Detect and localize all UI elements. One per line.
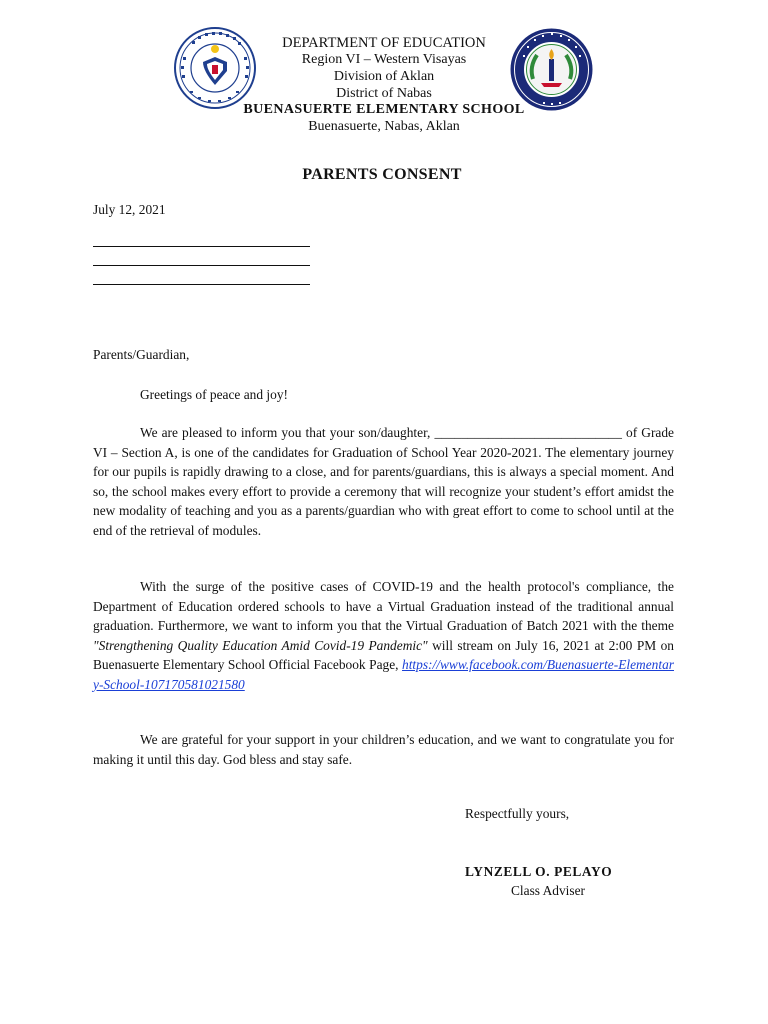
school-name: BUENASUERTE ELEMENTARY SCHOOL [243, 102, 525, 117]
paragraph-gratitude [93, 730, 674, 769]
student-name-blank: ____________________________ [434, 425, 622, 440]
recipient-line-2 [93, 265, 310, 266]
paragraph-virtual-graduation [93, 577, 674, 694]
paragraph2-text-b: will stream on July 16, 2021 at 2:00 PM on Buenasuerte Elementary School Official Facebook Page, [93, 637, 674, 672]
graduation-theme: "Strengthening Quality Education Amid Covid-19 Pandemic" [93, 637, 428, 653]
region-line: Region VI – Western Visayas [301, 52, 467, 67]
department-heading: DEPARTMENT OF EDUCATION [282, 35, 486, 51]
recipient-line-1 [93, 246, 310, 247]
closing: Respectfully yours, [465, 806, 570, 821]
district-line: District of Nabas [336, 86, 432, 101]
paragraph2-text-a: With the surge of the positive cases of COVID-19 and the health protocol's compliance, the Department of Education ordered schools to have a Virtual Graduation instead of the traditional annual graduation. Furthermore, we want to inform you that the Virtual Graduation of Batch 2021 with the theme [93, 579, 674, 633]
greeting: Greetings of peace and joy! [140, 387, 288, 402]
division-line: Division of Aklan [333, 69, 435, 84]
paragraph-graduation-candidate [93, 423, 674, 540]
school-address: Buenasuerte, Nabas, Aklan [308, 119, 460, 134]
paragraph3-text: We are grateful for your support in your children’s education, and we want to congratulate you for making it until this day. God bless and stay safe. [93, 732, 674, 767]
salutation: Parents/Guardian, [93, 347, 190, 362]
letter-date: July 12, 2021 [93, 202, 166, 217]
facebook-page-link[interactable]: https://www.facebook.com/Buenasuerte-Elementary-School-107170581021580 [93, 657, 674, 692]
paragraph1-rest: of Grade VI – Section A, is one of the candidates for Graduation of School Year 2020-2021. The elementary journey for our pupils is rapidly drawing to a close, and for parents/guardians, this is always a special moment. And so, the school makes every effort to provide a ceremony that will recognize your student’s effort amidst the new modality of teaching and you as a parents/guardian who with great effort to come to school until at the end of the retrieval of modules. [93, 425, 674, 538]
recipient-line-3 [93, 284, 310, 285]
paragraph1-intro: We are pleased to inform you that your son/daughter, [140, 425, 435, 440]
signatory-name: LYNZELL O. PELAYO [465, 864, 613, 879]
document-title: PARENTS CONSENT [302, 166, 462, 183]
signatory-position: Class Adviser [511, 883, 586, 898]
